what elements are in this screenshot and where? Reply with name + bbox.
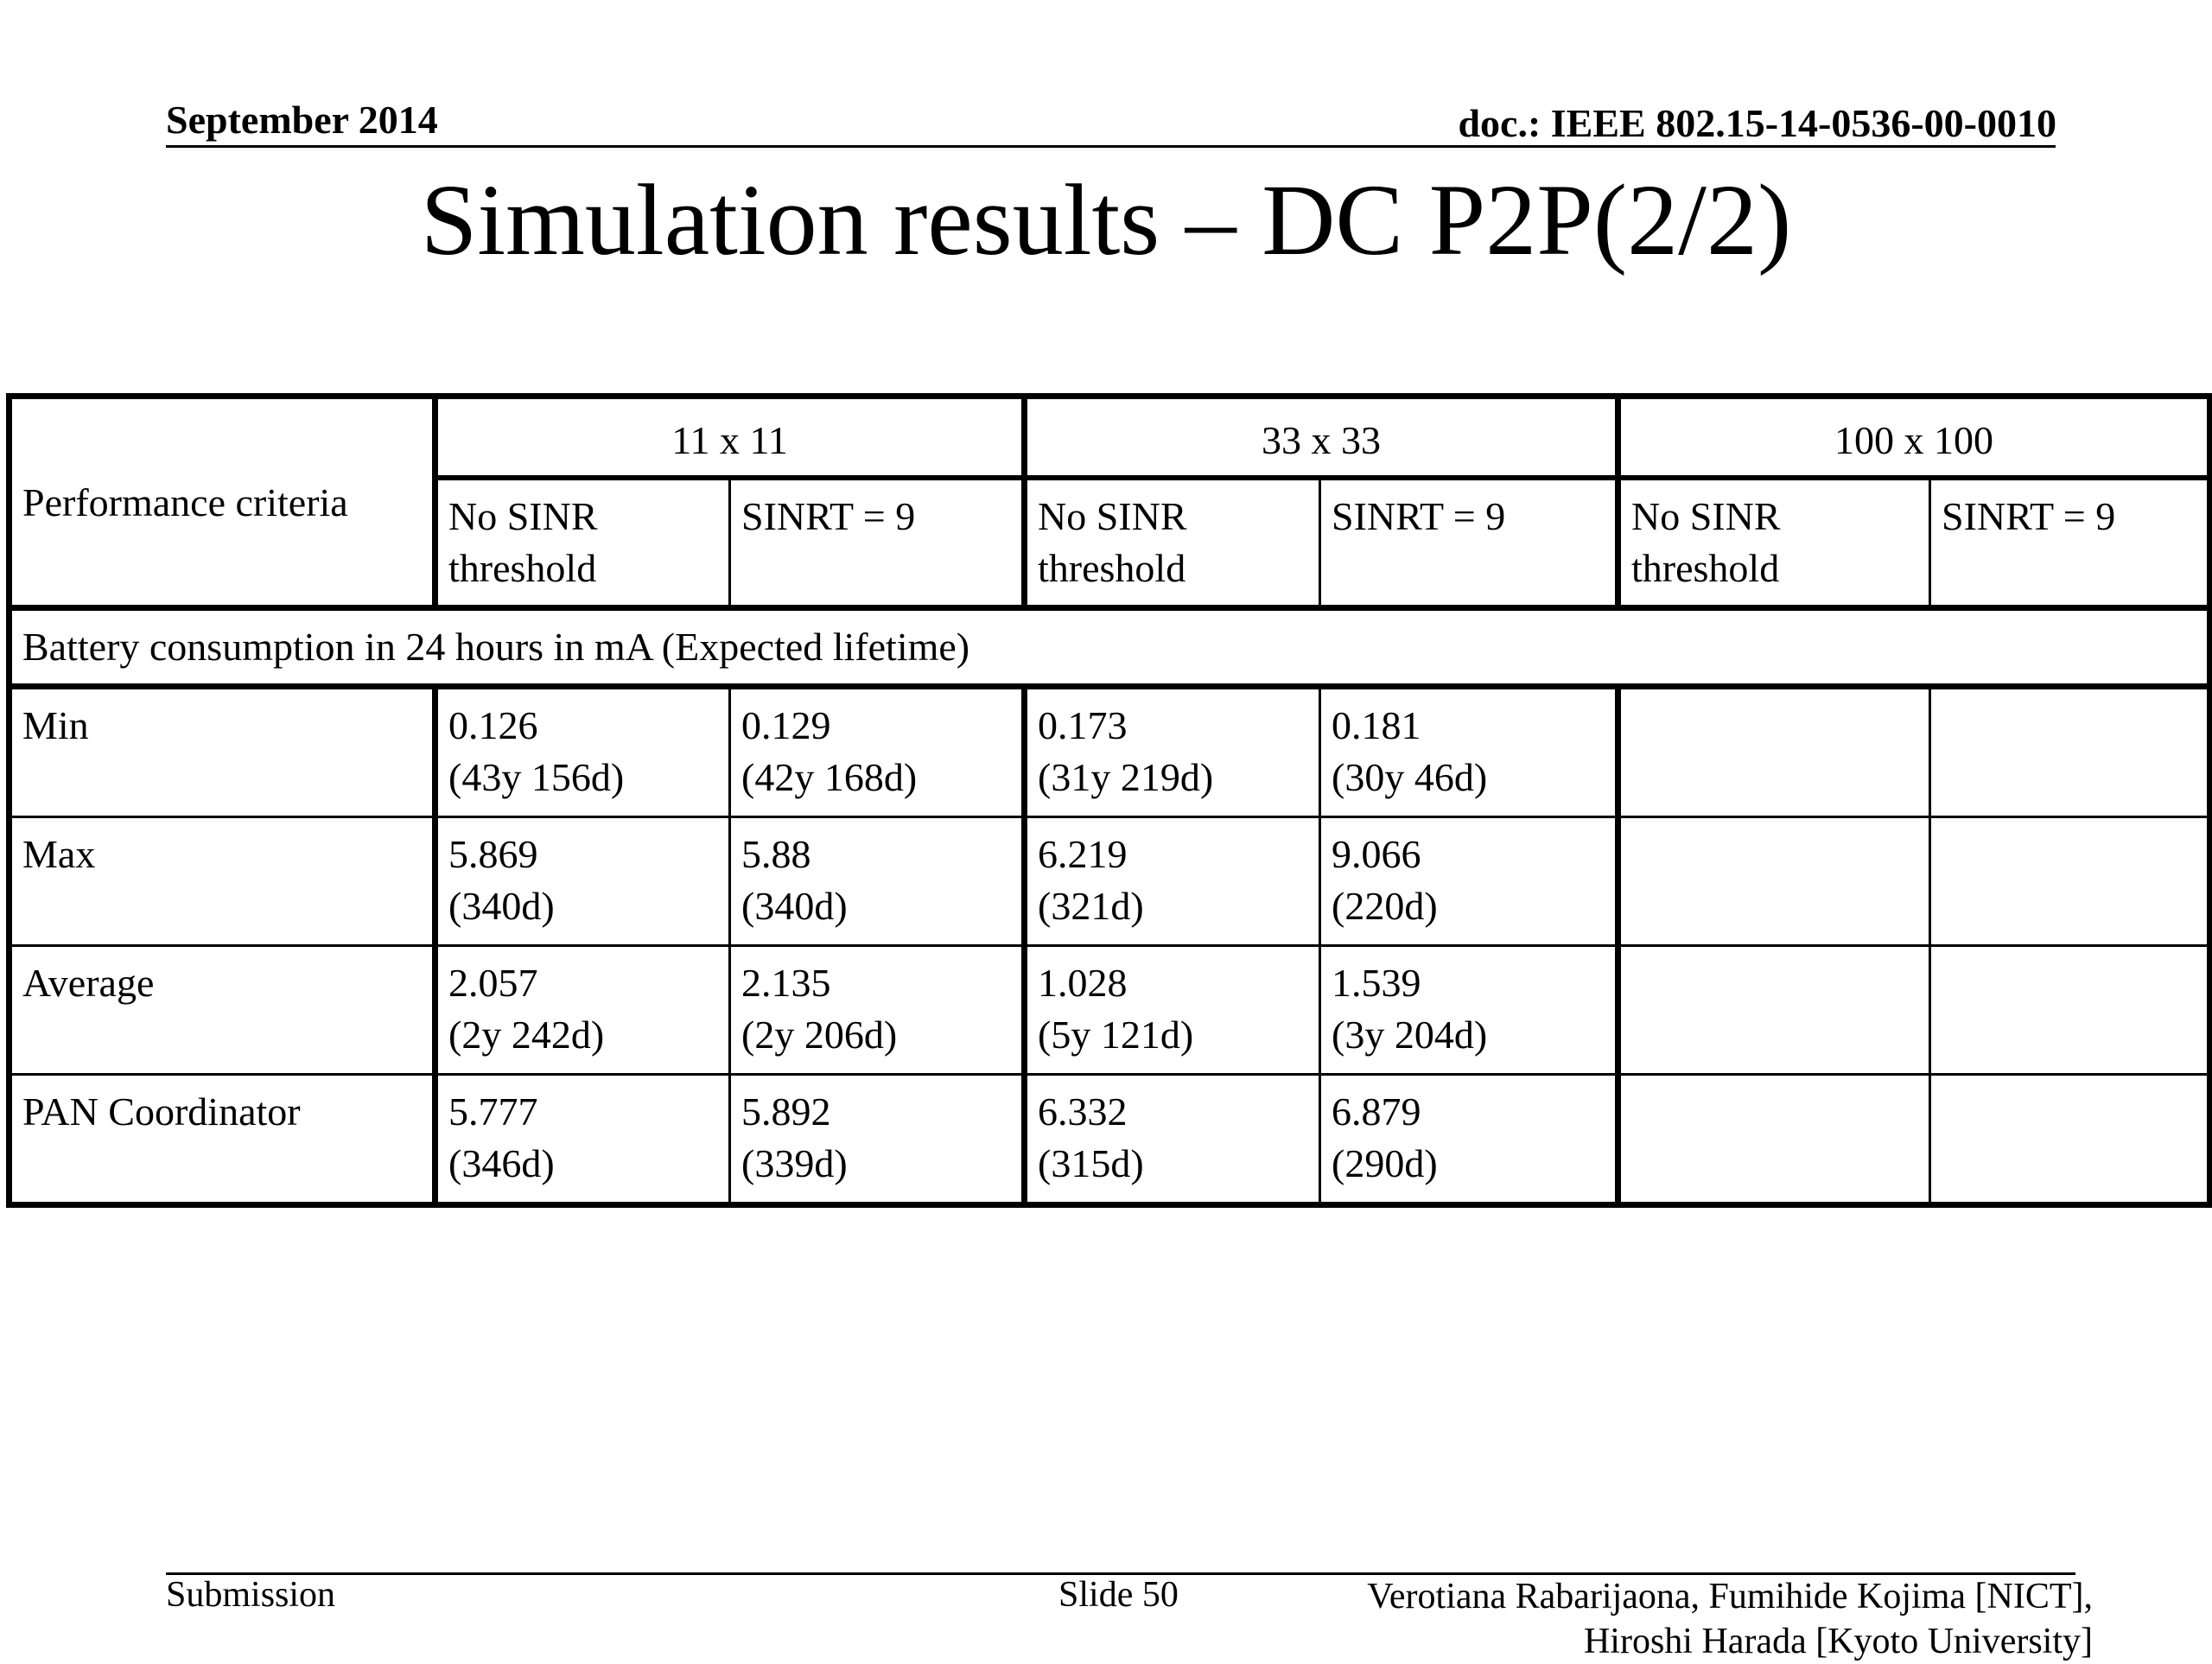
table-cell: [1618, 946, 1930, 1075]
table-cell: 6.879 (290d): [1320, 1075, 1618, 1205]
section-label: Battery consumption in 24 hours in mA (Expected lifetime): [10, 608, 2210, 687]
subheader-cell: No SINR threshold: [1025, 478, 1320, 608]
row-label: Average: [10, 946, 435, 1075]
table-cell: [1618, 817, 1930, 946]
table-cell: [1930, 1075, 2210, 1205]
header-date: September 2014: [166, 98, 438, 142]
table-cell: 0.129 (42y 168d): [730, 687, 1025, 817]
table-row: [10, 817, 2210, 946]
group-header-33x33: 33 x 33: [1025, 397, 1618, 479]
results-table: [6, 393, 2212, 1208]
table-cell: 5.88 (340d): [730, 817, 1025, 946]
footer-authors-line2: Hiroshi Harada [Kyoto University]: [1583, 1622, 2093, 1661]
table-cell: 1.028 (5y 121d): [1025, 946, 1320, 1075]
criteria-header: Performance criteria: [10, 397, 435, 608]
footer-submission: Submission: [166, 1575, 336, 1615]
table-row: [10, 1075, 2210, 1205]
table-cell: 0.126 (43y 156d): [435, 687, 730, 817]
slide-title: Simulation results – DC P2P(2/2): [420, 163, 1792, 276]
table-cell: 5.777 (346d): [435, 1075, 730, 1205]
table-cell: 0.173 (31y 219d): [1025, 687, 1320, 817]
table-cell: 6.219 (321d): [1025, 817, 1320, 946]
footer-authors-line1: Verotiana Rabarijaona, Fumihide Kojima [NICT],: [1367, 1577, 2093, 1616]
table-cell: 9.066 (220d): [1320, 817, 1618, 946]
table-cell: [1618, 1075, 1930, 1205]
table-row: [10, 946, 2210, 1075]
table-cell: 6.332 (315d): [1025, 1075, 1320, 1205]
table-cell: 5.869 (340d): [435, 817, 730, 946]
subheader-cell: SINRT = 9: [1320, 478, 1618, 608]
table-cell: 0.181 (30y 46d): [1320, 687, 1618, 817]
table-cell: [1930, 817, 2210, 946]
row-label: Min: [10, 687, 435, 817]
group-header-100x100: 100 x 100: [1618, 397, 2210, 479]
table-cell: 1.539 (3y 204d): [1320, 946, 1618, 1075]
header-doc-id: doc.: IEEE 802.15-14-0536-00-0010: [1458, 101, 2056, 145]
row-label: PAN Coordinator: [10, 1075, 435, 1205]
table-cell: [1618, 687, 1930, 817]
table-cell: [1930, 946, 2210, 1075]
footer-slide-number: Slide 50: [1058, 1575, 1179, 1615]
table-cell: [1930, 687, 2210, 817]
subheader-cell: No SINR threshold: [1618, 478, 1930, 608]
section-row: [10, 608, 2210, 687]
table-cell: 2.135 (2y 206d): [730, 946, 1025, 1075]
table-header-groups: [10, 397, 2210, 479]
table-cell: 2.057 (2y 242d): [435, 946, 730, 1075]
subheader-cell: SINRT = 9: [1930, 478, 2210, 608]
header-divider: [166, 145, 2056, 148]
row-label: Max: [10, 817, 435, 946]
group-header-11x11: 11 x 11: [435, 397, 1025, 479]
table-cell: 5.892 (339d): [730, 1075, 1025, 1205]
table-row: [10, 687, 2210, 817]
subheader-cell: SINRT = 9: [730, 478, 1025, 608]
footer-authors: [1367, 1574, 2093, 1664]
subheader-cell: No SINR threshold: [435, 478, 730, 608]
